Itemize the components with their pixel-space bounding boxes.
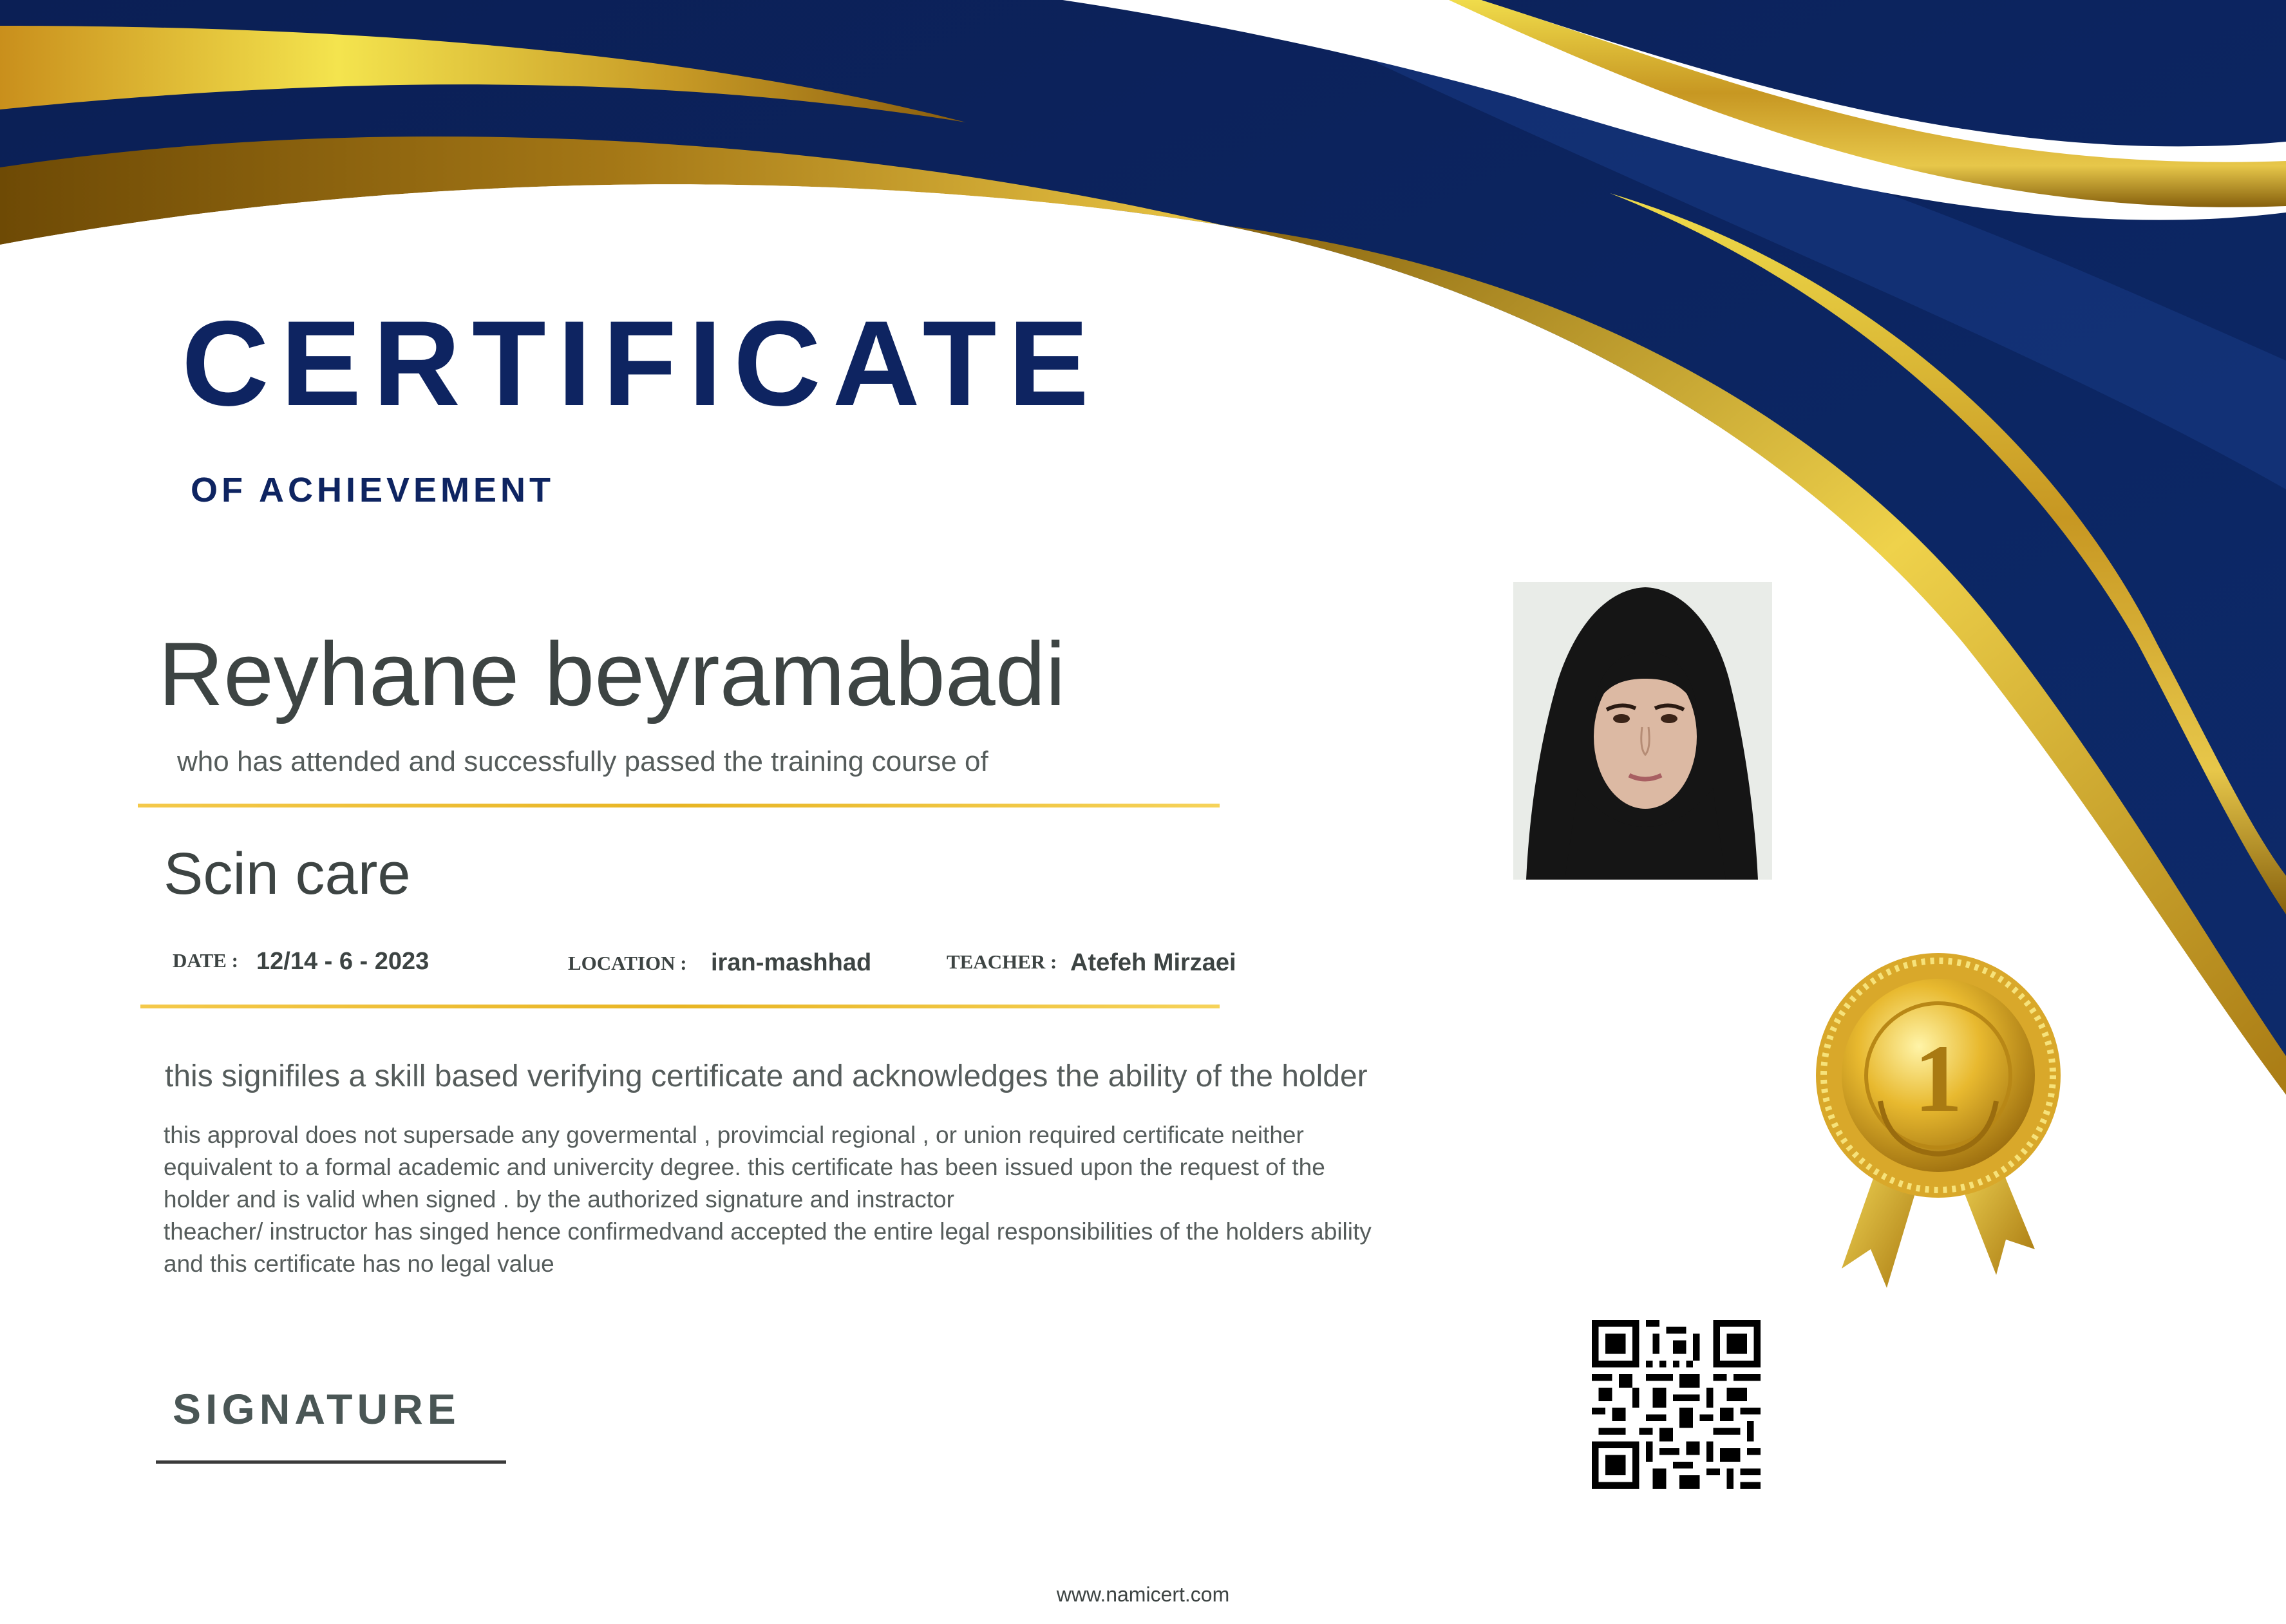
website-url[interactable]: www.namicert.com xyxy=(1056,1583,1230,1606)
recipient-photo xyxy=(1513,582,1772,880)
gold-divider-bottom xyxy=(140,1005,1220,1008)
location-value: iran-mashhad xyxy=(711,949,872,976)
medal-numeral: 1 xyxy=(1914,1025,1963,1132)
date-value: 12/14 - 6 - 2023 xyxy=(256,948,430,975)
certificate-title: CERTIFICATE xyxy=(182,296,1100,431)
disclaimer-text xyxy=(164,1119,1529,1280)
attended-statement: who has attended and successfully passed the training course of xyxy=(177,746,988,777)
disclaimer-line: theacher/ instructor has singed hence confirmedvand accepted the entire legal responsibilities of the holders ability xyxy=(164,1218,1372,1245)
qr-code-icon[interactable] xyxy=(1592,1320,1761,1489)
disclaimer-line: equivalent to a formal academic and univercity degree. this certificate has been issued upon the request of the xyxy=(164,1154,1325,1180)
gold-medal-icon xyxy=(1803,947,2073,1294)
certificate-subtitle: OF ACHIEVEMENT xyxy=(191,471,555,509)
teacher-value: Atefeh Mirzaei xyxy=(1070,949,1236,976)
recipient-name: Reyhane beyramabadi xyxy=(158,623,1066,724)
disclaimer-line: this approval does not supersade any govermental , provimcial regional , or union required certificate neither xyxy=(164,1122,1304,1148)
disclaimer-line: and this certificate has no legal value xyxy=(164,1251,554,1277)
signifies-statement: this signifiles a skill based verifying certificate and acknowledges the ability of the holder xyxy=(165,1059,1368,1093)
disclaimer-line: holder and is valid when signed . by the authorized signature and instractor xyxy=(164,1186,954,1213)
date-label: DATE : xyxy=(173,949,238,972)
gold-divider-top xyxy=(138,804,1220,807)
course-name: Scin care xyxy=(164,841,411,907)
location-label: LOCATION : xyxy=(568,952,687,974)
teacher-label: TEACHER : xyxy=(947,950,1057,973)
signature-label: SIGNATURE xyxy=(173,1385,460,1433)
signature-line xyxy=(156,1460,506,1464)
